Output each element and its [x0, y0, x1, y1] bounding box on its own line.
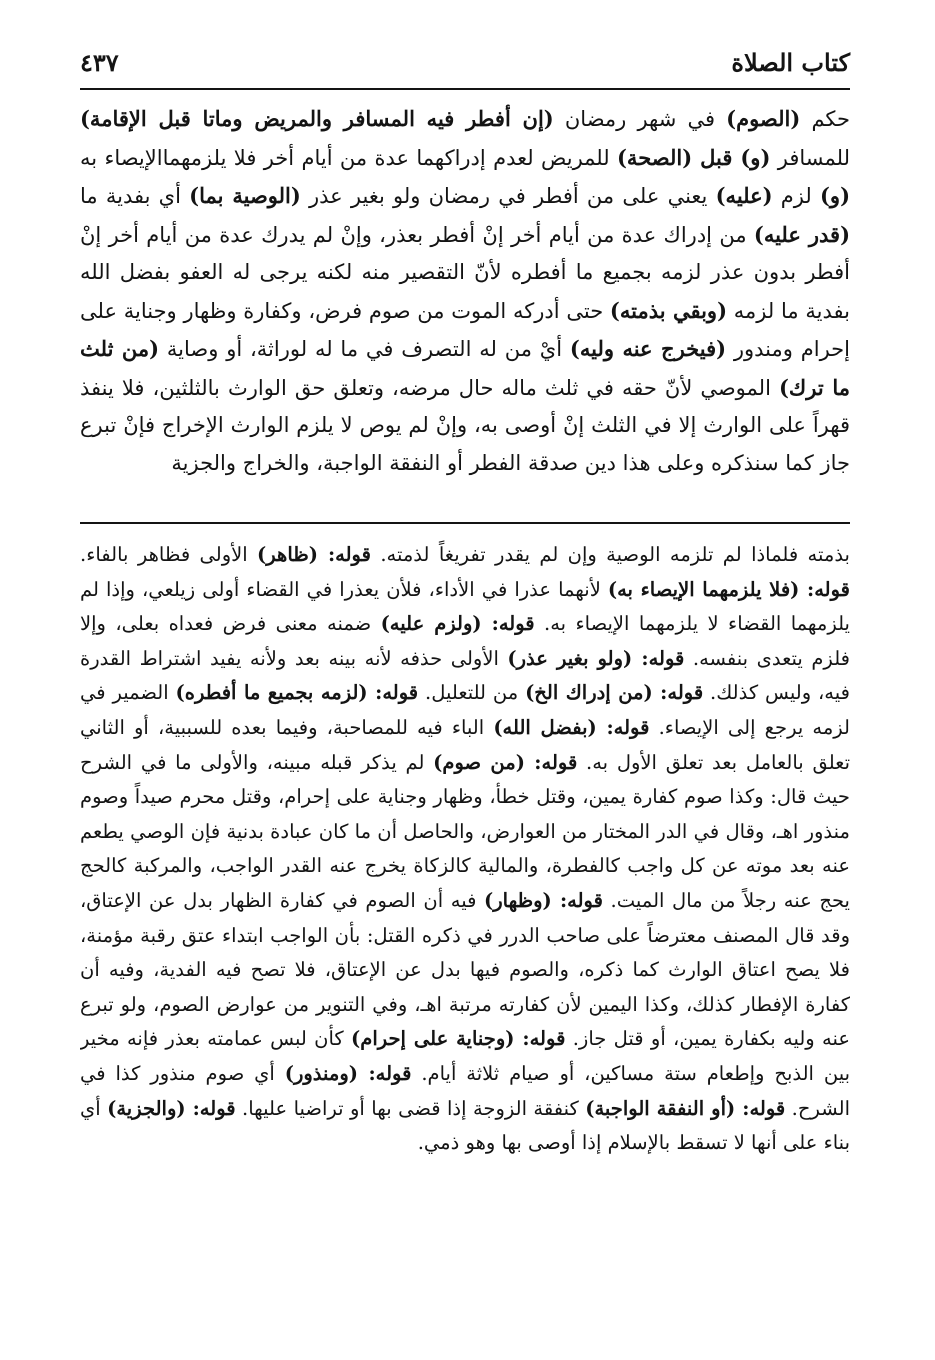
main-text: للمسافر: [770, 145, 850, 170]
book-page: [80, 40, 850, 1330]
main-text: من إدراك عدة من أيام أخر إنْ أفطر بعذر، وإنْ لم يدرك عدة من أيام أخر إنْ أفطر بدون عذر لزمه بجميع ما أفطره لأنّ التقصير منه لكنه يرجى له العفو بفضل الله بفدية ما لزمه: [80, 222, 850, 323]
commentary-text: أي بناء على أنها لا تسقط بالإسلام إذا أوصى بها وهو ذمي.: [80, 1096, 850, 1155]
main-lemma: (وبقي بذمته): [609, 297, 728, 323]
commentary-text: من للتعليل.: [418, 681, 526, 705]
main-text: في شهر رمضان: [553, 107, 727, 131]
running-title: كتاب الصلاة: [731, 48, 850, 77]
main-lemma: (الوصية بما): [189, 183, 301, 208]
main-lemma: (قدر عليه): [753, 221, 850, 247]
commentary-text: [80, 524, 850, 1238]
main-lemma: (إن أفطر فيه المسافر والمريض وماتا قبل الإقامة): [80, 106, 554, 131]
commentary-text: كنفقة الزوجة إذا قضى بها أو تراضيا عليها.: [235, 1096, 586, 1120]
main-lemma: (فيخرج عنه وليه): [569, 336, 727, 361]
main-lemma: (عليه): [715, 183, 773, 208]
commentary-text: لم يذكر قبله مبينه، والأولى ما في الشرح حيث قال: وكذا صوم كفارة يمين، وقتل خطأ، وظهار وجناية على إحرام، وقتل محرم صيداً وصوم منذور اهـ، وقال في الدر المختار من العوارض، والحاصل أن ما كان عبادة بدنية فإن الوصي يطعم عنه بعد موته عن كل واجب كالفطرة، والمالية كالزكاة يخرج عنه القدر الواجب، والمركبة كالحج يحج عنه رجلاً من مال الميت.: [80, 750, 850, 912]
main-text: حكم: [800, 107, 850, 131]
main-text: حتى أدركه الموت من صوم فرض، وكفارة وظهار وجناية على إحرام ومندور: [80, 298, 850, 361]
commentary-text: الضمير في لزمه يرجع إلى الإيصاء.: [80, 681, 850, 739]
commentary-lemma: قوله: (ومنذور): [284, 1061, 412, 1085]
page-header: [80, 40, 850, 88]
commentary-lemma: قوله: (وجناية على إحرام): [351, 1027, 566, 1051]
commentary-lemma: قوله: (فلا يلزمهما الإيصاء به): [607, 577, 850, 601]
commentary-lemma: قوله: (والجزية): [107, 1096, 236, 1120]
commentary-text: الأولى حذفه لأنه بينه بعد ولأنه يفيد اشتراط القدرة فيه، وليس كذلك.: [80, 646, 850, 705]
main-text: يعني على من أفطر في رمضان ولو بغير عذر: [300, 184, 716, 208]
commentary-lemma: قوله: (بفضل الله): [493, 715, 650, 739]
commentary-text: كأن لبس عمامته بعذر فإنه مخير بين الذبح وإطعام ستة مساكين، أو صيام ثلاثة أيام.: [80, 1027, 850, 1085]
page-number: ٤٣٧: [80, 48, 119, 77]
commentary-text: فيه أن الصوم في كفارة الظهار بدل عن الإعتاق، وقد قال المصنف معترضاً على صاحب الدرر في ذكره القتل: بأن الواجب ابتداء عتق رقبة مؤمنة، فلا يصح اعتاق الوارث كما ذكره، والصوم فيها بدل عن الإعتاق، فلا تصح فيه الفدية، وفيه أن كفارة الإفطار كذلك، وكذا اليمين لأن كفارته مرتبة اهـ، وفي التنوير من عوارض الصوم، ولو تبرع عنه وليه بكفارة يمين، أو قتل جاز.: [80, 888, 850, 1051]
commentary-text: الباء فيه للمصاحبة، وفيما بعده للسببية، أو الثاني تعلق بالعامل بعد تعلق الأول به.: [80, 715, 850, 774]
main-text: أيْ من له التصرف في ما له لوراثة، أو وصاية: [159, 337, 570, 361]
main-lemma: (و): [820, 183, 850, 208]
commentary-lemma: قوله: (وظهار): [484, 888, 603, 912]
main-lemma: (من ثلث ما ترك): [80, 336, 850, 400]
commentary-lemma: قوله: (من صوم): [433, 750, 578, 774]
main-text: للمريض لعدم إدراكهما عدة من أيام أخر فلا يلزمهماالإيصاء به: [80, 145, 617, 170]
commentary-lemma: قوله: (لزمه بجميع ما أفطره): [175, 681, 419, 705]
commentary-text: بذمته فلماذا لم تلزمه الوصية وإن لم يقدر تفريغاً لذمته.: [370, 543, 850, 566]
main-lemma: (و) قبل (الصحة): [617, 144, 771, 170]
commentary-lemma: قوله: (ولو بغير عذر): [507, 646, 685, 670]
main-lemma: (الصوم): [726, 106, 801, 131]
commentary-text: الأولى فظاهر بالفاء.: [80, 543, 258, 566]
main-text: أي بفدية ما: [80, 184, 190, 208]
main-text: لزم: [772, 184, 820, 208]
commentary-text: لأنهما عذرا في الأداء، فلأن يعذرا في القضاء أولى زيلعي، وإذا لم يلزمهما القضاء لا يلزمهما الإيصاء به.: [80, 577, 850, 636]
commentary-lemma: قوله: (ولزم عليه): [380, 612, 535, 636]
main-text: [80, 90, 850, 516]
commentary-lemma: قوله: (من إدراك الخ): [525, 681, 704, 705]
commentary-text: أي صوم منذور كذا في الشرح.: [80, 1061, 850, 1120]
commentary-text: ضمنه معنى فرض فعداه بعلى، وإلا فلزم يتعدى بنفسه.: [80, 612, 850, 670]
commentary-lemma: قوله: (أو النفقة الواجبة): [585, 1096, 786, 1120]
commentary-lemma: قوله: (ظاهر): [257, 543, 371, 566]
main-text: الموصي لأنّ حقه في ثلث ماله حال مرضه، وتعلق حق الوارث بالثلثين، فلا ينفذ قهراً على الوارث إلا في الثلث إنْ أوصى به، وإنْ لم يوص لا يلزم الوارث الإخراج فإنْ تبرع جاز كما سنذكره وعلى هذا دين صدقة الفطر أو النفقة الواجبة، والخراج والجزية: [80, 375, 850, 475]
